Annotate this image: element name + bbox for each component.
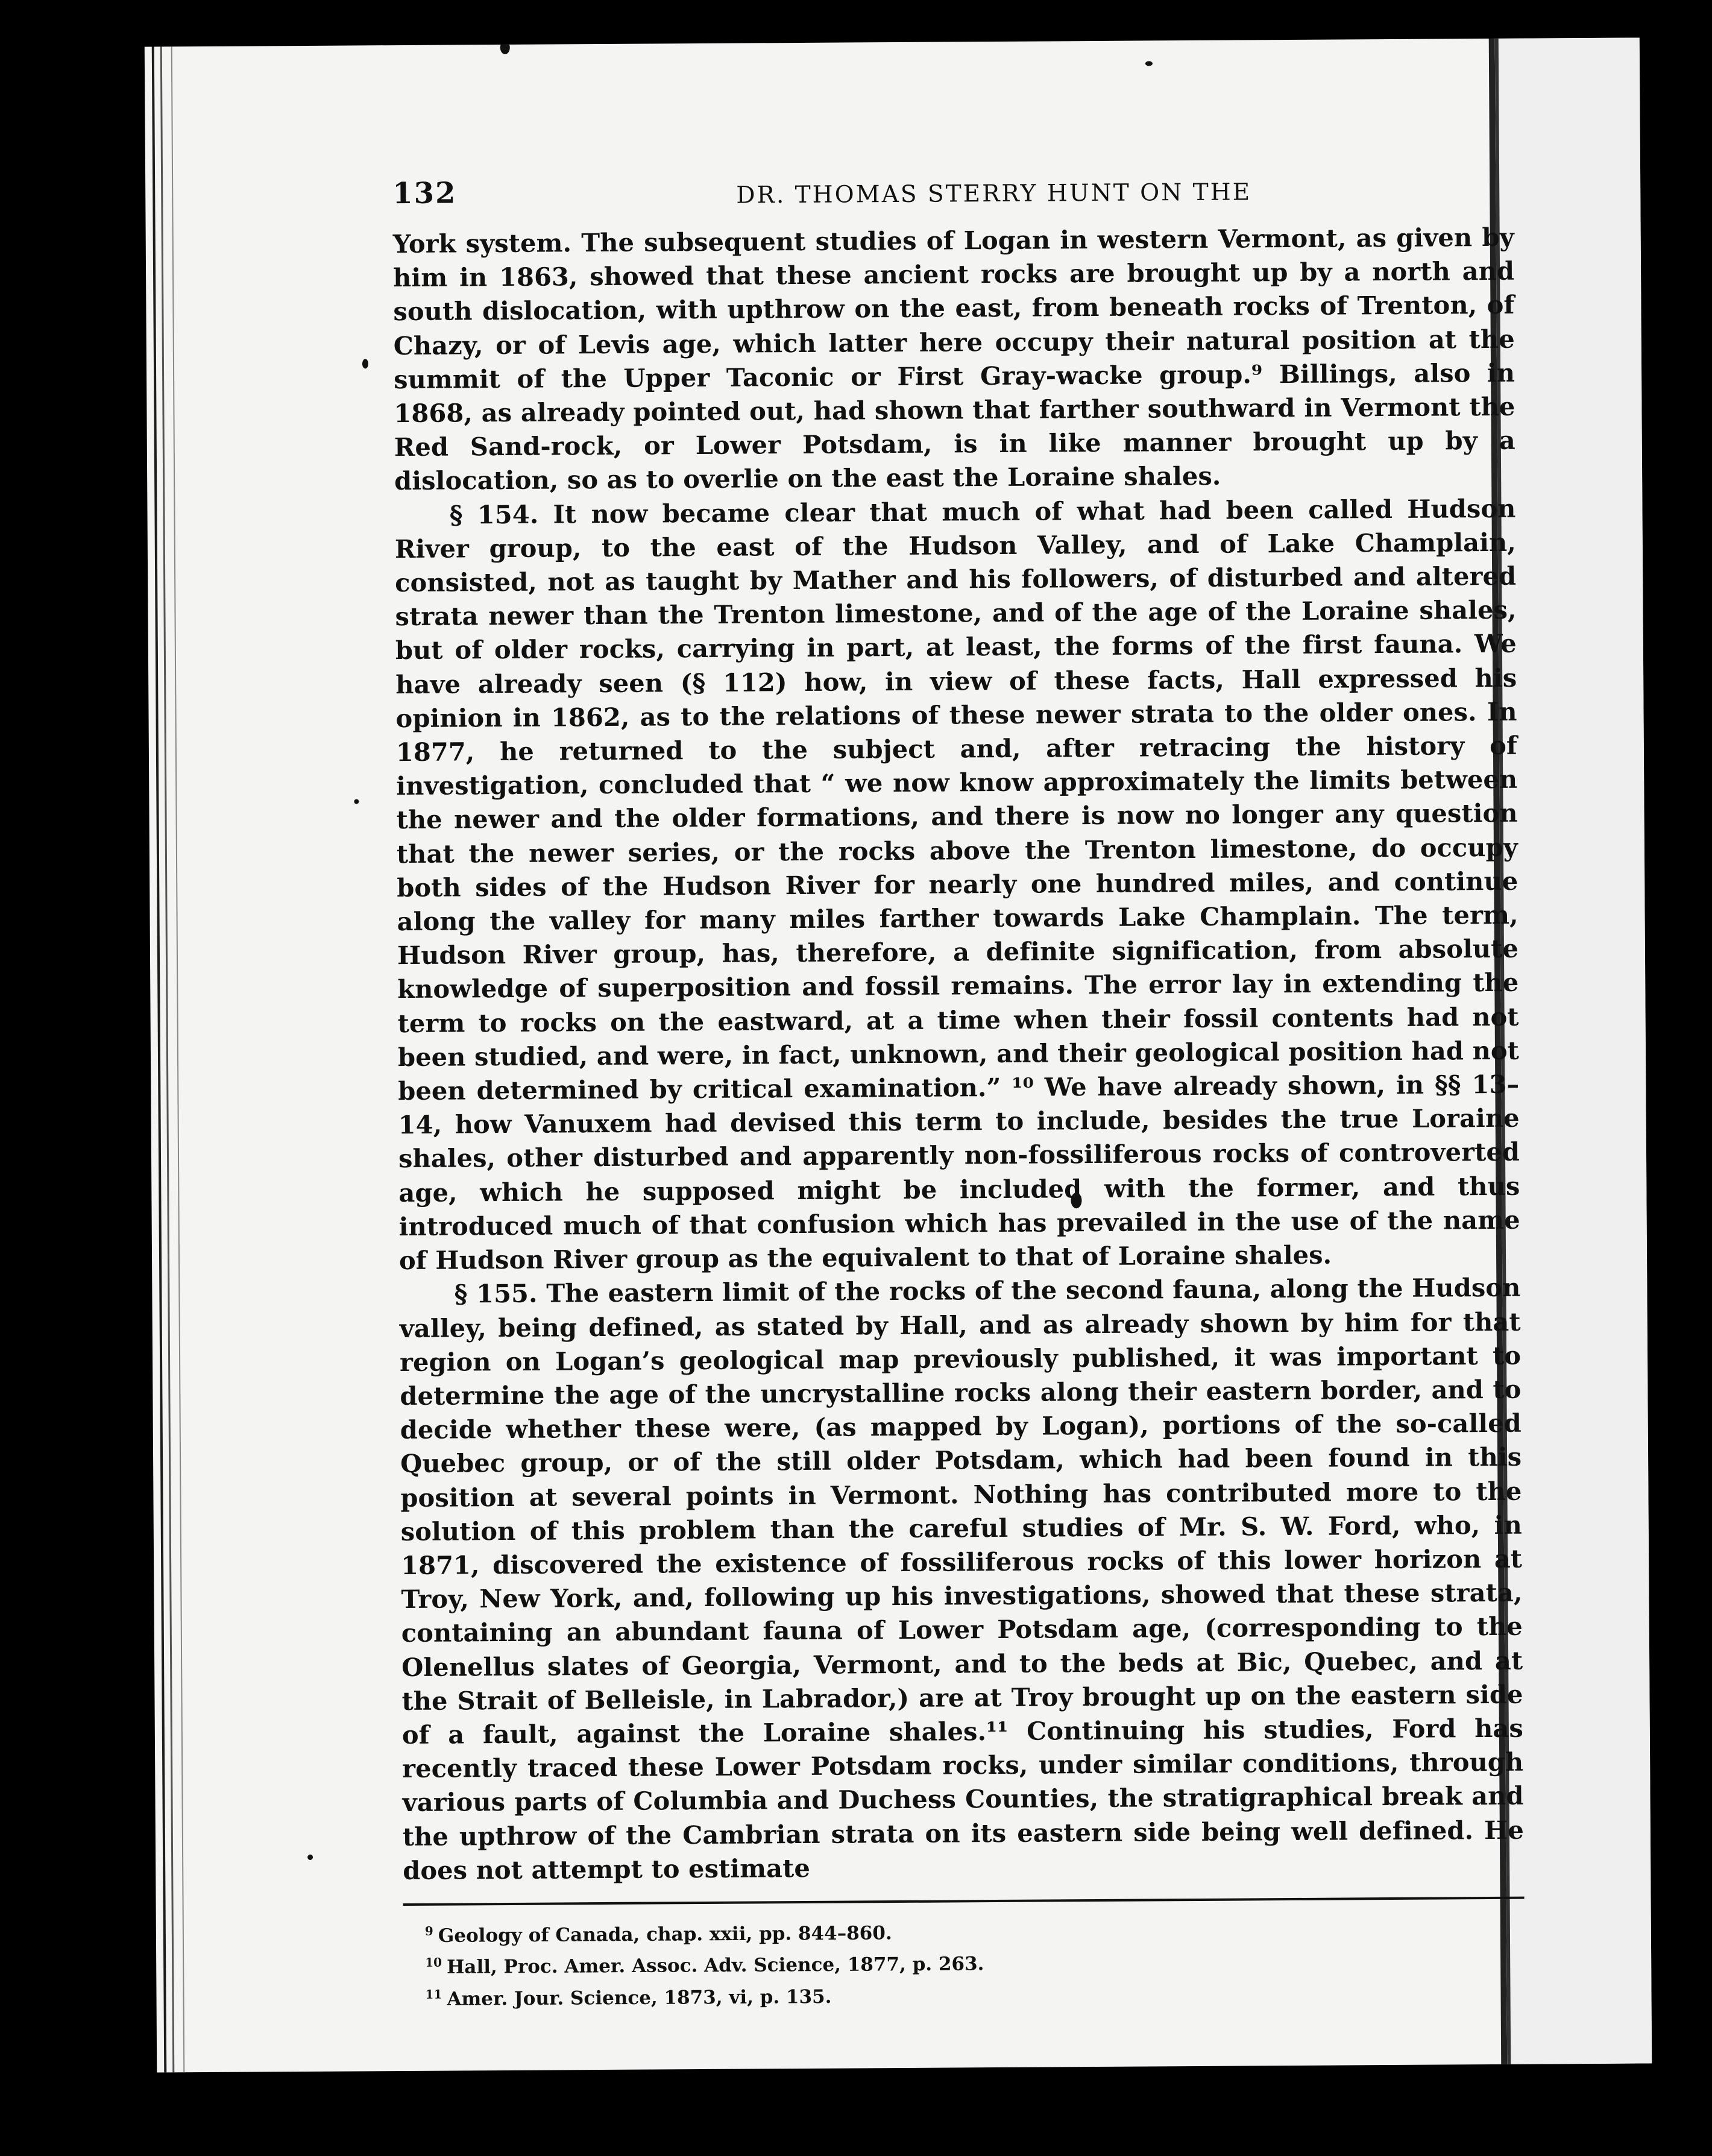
page-header: [392, 170, 1514, 227]
page-number: 132: [392, 176, 457, 211]
footnote-text: Hall, Proc. Amer. Assoc. Adv. Science, 1877, p. 263.: [446, 1953, 984, 1979]
footnote-text: Amer. Jour. Science, 1873, vi, p. 135.: [447, 1985, 832, 2010]
running-head: DR. THOMAS STERRY HUNT ON THE: [736, 178, 1252, 209]
paragraph-section-155: § 155. The eastern limit of the rocks of the second fauna, along the Hudson valley, being defined, as stated by Hall, and as already shown by him for that region on Logan’s geological map previously published, it was important to determine the age of the uncrystalline rocks along their eastern border, and to decide whether these were, (as mapped by Logan), portions of the so-called Quebec group, or of the still older Potsdam, which had been found in this position at several points in Vermont. Nothing has contributed more to the solution of this problem than the careful studies of Mr. S. W. Ford, who, in 1871, discovered the existence of fossiliferous rocks of this lower horizon at Troy, New York, and, following up his investigations, showed that these strata, containing an abundant fauna of Lower Potsdam age, (corresponding to the Olenellus slates of Georgia, Vermont, and to the beds at Bic, Quebec, and at the Strait of Belleisle, in Labrador,) are at Troy brought up on the eastern side of a fault, against the Loraine shales.¹¹ Continuing his studies, Ford has recently traced these Lower Potsdam rocks, under similar conditions, through various parts of Columbia and Duchess Counties, the stratigraphical break and the upthrow of the Cambrian strata on its eastern side being well defined. He does not attempt to estimate: [399, 1272, 1525, 1885]
footnote-mark: 10: [425, 1955, 442, 1970]
scan-speck: [1145, 61, 1153, 66]
scan-speck: [500, 41, 510, 54]
footnote-rule: [403, 1897, 1525, 1906]
footnote-mark: 11: [425, 1987, 442, 2002]
paragraph-section-154: § 154. It now became clear that much of what had been called Hudson River group, to the east of the Hudson Valley, and of Lake Champlain, consisted, not as taught by Mather and his followers, of disturbed and altered strata newer than the Trenton limestone, and of the age of the Loraine shales, but of older rocks, carrying in part, at least, the forms of the first fauna. We have already seen (§ 112) how, in view of these facts, Hall expressed his opinion in 1862, as to the relations of these newer strata to the older ones. In 1877, he returned to the subject and, after retracing the history of investigation, concluded that “ we now know approximately the limits between the newer and the older formations, and there is now no longer any question that the newer series, or the rocks above the Trenton limestone, do occupy both sides of the Hudson River for nearly one hundred miles, and continue along the valley for many miles farther towards Lake Champlain. The term, Hudson River group, has, therefore, a definite signification, from absolute knowledge of superposition and fossil remains. The error lay in extending the term to rocks on the eastward, at a time when their fossil contents had not been studied, and were, in fact, unknown, and their geological position had not been determined by critical examination.” ¹⁰ We have already shown, in §§ 13–14, how Vanuxem had devised this term to include, besides the true Loraine shales, other disturbed and apparently non-fossiliferous rocks of controverted age, which he supposed might be included with the former, and thus introduced much of that confusion which has prevailed in the use of the name of Hudson River group as the equivalent to that of Loraine shales.: [394, 493, 1520, 1276]
book-page: [145, 37, 1652, 2072]
page-stack-edge: [171, 46, 185, 2072]
scan-speck: [354, 799, 359, 804]
paragraph: York system. The subsequent studies of Logan in western Vermont, as given by him in 1863, showed that these ancient rocks are brought up by a north and south dislocation, with upthrow on the east, from beneath rocks of Trenton, of Chazy, or of Levis age, which latter here occupy their natural position at the summit of the Upper Taconic or First Gray-wacke group.⁹ Billings, also in 1868, as already pointed out, had shown that farther southward in Vermont the Red Sand-rock, or Lower Potsdam, is in like manner brought up by a dislocation, so as to overlie on the east the Loraine shales.: [392, 222, 1515, 496]
page-content: [392, 170, 1525, 2013]
body-text: [393, 221, 1525, 1888]
footnote-text: Geology of Canada, chap. xxii, pp. 844–860.: [438, 1922, 892, 1947]
scan-speck: [307, 1855, 313, 1860]
footnotes: [403, 1911, 1525, 2013]
page-stack-edge: [152, 47, 167, 2073]
footnote: [425, 1974, 1525, 2012]
scan-speck: [362, 359, 368, 368]
footnote-mark: 9: [424, 1923, 433, 1938]
